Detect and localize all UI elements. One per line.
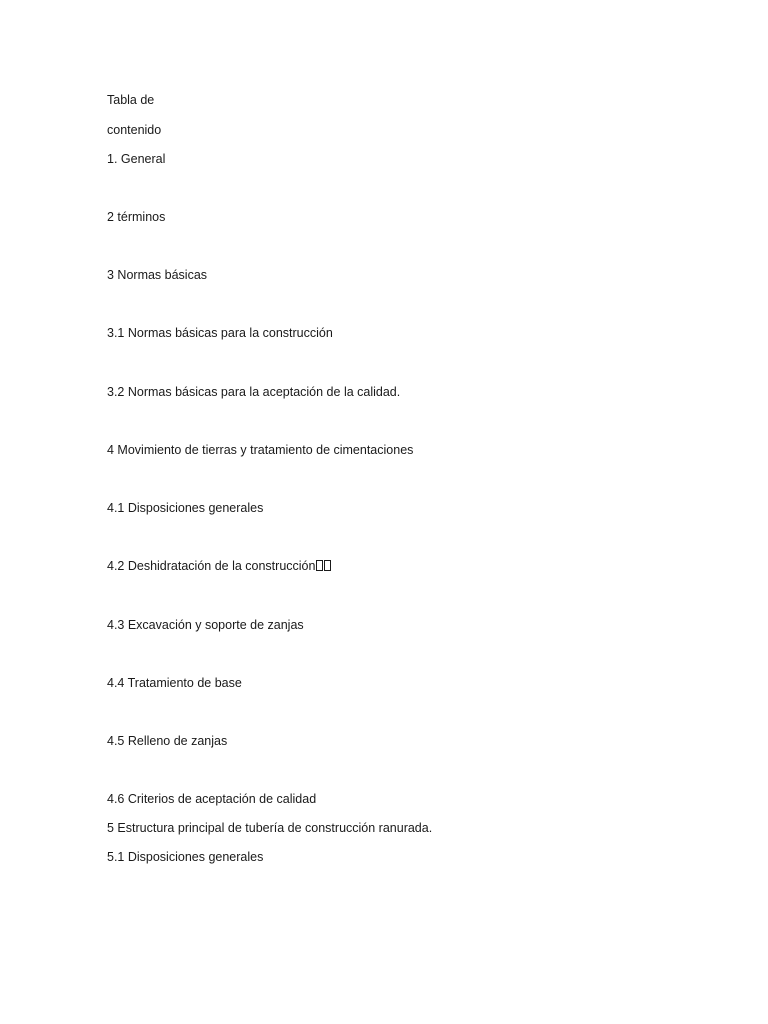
toc-entry: 4.6 Criterios de aceptación de calidad bbox=[107, 792, 317, 806]
toc-entry: 2 términos bbox=[107, 210, 166, 224]
toc-entry-with-missing-glyphs bbox=[107, 558, 331, 574]
toc-entry: 3.1 Normas básicas para la construcción bbox=[107, 326, 333, 340]
toc-entry: 3 Normas básicas bbox=[107, 268, 208, 282]
toc-entry: 3.2 Normas básicas para la aceptación de la calidad. bbox=[107, 385, 401, 399]
toc-title-line-1: Tabla de bbox=[107, 93, 155, 107]
toc-entry: 4.3 Excavación y soporte de zanjas bbox=[107, 618, 304, 632]
missing-glyph-box bbox=[316, 560, 323, 571]
toc-entry: 5 Estructura principal de tubería de construcción ranurada. bbox=[107, 821, 433, 835]
toc-entry: 4.4 Tratamiento de base bbox=[107, 676, 242, 690]
toc-entry: 4 Movimiento de tierras y tratamiento de cimentaciones bbox=[107, 443, 414, 457]
toc-entry-text: 4.2 Deshidratación de la construcción bbox=[107, 559, 316, 573]
toc-entry: 4.1 Disposiciones generales bbox=[107, 501, 264, 515]
toc-entry: 1. General bbox=[107, 152, 166, 166]
missing-glyph-box bbox=[324, 560, 331, 571]
toc-entry: 4.5 Relleno de zanjas bbox=[107, 734, 228, 748]
toc-title-line-2: contenido bbox=[107, 123, 162, 137]
toc-entry: 5.1 Disposiciones generales bbox=[107, 850, 264, 864]
